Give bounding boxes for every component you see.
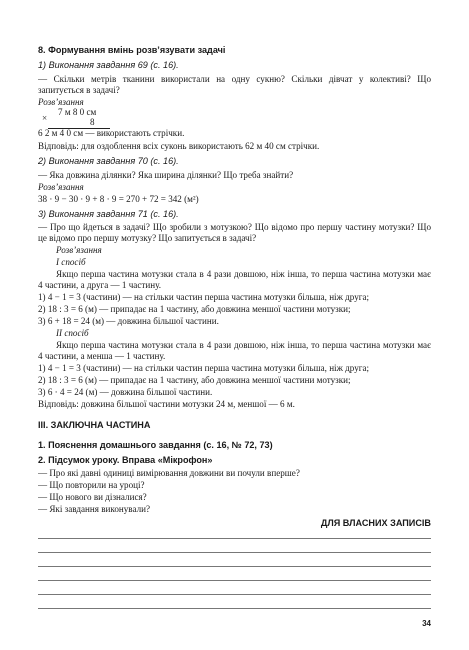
homework-heading: 1. Пояснення домашнього завдання (с. 16, № 72, 73): [38, 440, 273, 450]
notes-line: [38, 552, 431, 553]
notes-line: [38, 594, 431, 595]
method-label-1: I спосіб: [56, 257, 86, 267]
page-number: 34: [422, 619, 431, 628]
text-line: запитується в задачі?: [38, 85, 120, 95]
answer-69: Відповідь: для оздоблення всіх суконь використають 62 м 40 см стрічки.: [38, 141, 320, 151]
text-line: Якщо перша частина мотузки стала в 4 рази довшою, ніж інша, то перша частина мотузки має: [56, 269, 431, 279]
task-heading-69: 1) Виконання завдання 69 (с. 16).: [38, 60, 179, 70]
step-3: 3) 6 + 18 = 24 (м) — довжина більшої частини.: [38, 316, 219, 326]
task-heading-71: 3) Виконання завдання 71 (с. 16).: [38, 209, 179, 219]
text-line: — Скільки метрів тканини використали на одну сукню? Скільки дівчат у колективі? Що: [38, 74, 431, 84]
text-line: Якщо перша частина мотузки стала в 4 рази довшою, ніж інша, то перша частина мотузки має: [56, 340, 431, 350]
multiplication-sign: ×: [42, 113, 48, 123]
expression-70: 38 · 9 − 30 · 9 + 8 · 9 = 270 + 72 = 342 (м²): [38, 194, 199, 204]
question-line: — Що нового ви дізналися?: [38, 492, 147, 502]
question-line: — Про які давні одиниці вимірювання довжини ви почули вперше?: [38, 468, 300, 478]
step-2: 2) 18 : 3 = 6 (м) — припадає на 1 частину, або довжина меншої частини мотузки;: [38, 375, 351, 385]
section-heading-iii: III. ЗАКЛЮЧНА ЧАСТИНА: [38, 420, 151, 430]
multiplication-multiplicand: 7 м 8 0 см: [58, 107, 97, 117]
notes-line: [38, 566, 431, 567]
text-line: це відомо про першу мотузку? Що запитується в задачі?: [38, 233, 257, 243]
text-line: 4 частини, а менша — 1 частину.: [38, 351, 166, 361]
solution-label: Розв’язання: [38, 182, 84, 192]
task-heading-70: 2) Виконання завдання 70 (с. 16).: [38, 156, 179, 166]
solution-label: Розв’язання: [56, 245, 102, 255]
section-heading-8: 8. Формування вмінь розв’язувати задачі: [38, 45, 226, 55]
text-line: — Про що йдеться в задачі? Що зробили з мотузкою? Що відомо про першу частину мотузки? Що: [38, 222, 431, 232]
answer-71: Відповідь: довжина більшої частини мотузки 24 м, меншої — 6 м.: [38, 399, 295, 409]
step-3: 3) 6 · 4 = 24 (м) — довжина більшої частини.: [38, 387, 213, 397]
text-line: — Яка довжина ділянки? Яка ширина ділянки? Що треба знайти?: [38, 170, 294, 180]
question-line: — Що повторили на уроці?: [38, 480, 145, 490]
notes-line: [38, 580, 431, 581]
method-label-2: II спосіб: [56, 328, 89, 338]
solution-label: Розв’язання: [38, 97, 84, 107]
notes-line: [38, 608, 431, 609]
multiplication-result: 6 2 м 4 0 см — використають стрічки.: [38, 128, 185, 138]
multiplication-multiplier: 8: [90, 117, 95, 127]
step-1: 1) 4 − 1 = 3 (частини) — на стільки частин перша частина мотузки більша, ніж друга;: [38, 292, 370, 302]
question-line: — Які завдання виконували?: [38, 504, 151, 514]
notes-heading: ДЛЯ ВЛАСНИХ ЗАПИСІВ: [320, 518, 431, 528]
notes-line: [38, 538, 431, 539]
summary-heading: 2. Підсумок уроку. Вправа «Мікрофон»: [38, 455, 213, 465]
step-2: 2) 18 : 3 = 6 (м) — припадає на 1 частину, або довжина меншої частини мотузки;: [38, 304, 351, 314]
step-1: 1) 4 − 1 = 3 (частини) — на стільки частин перша частина мотузки більша, ніж друга;: [38, 363, 370, 373]
text-line: 4 частини, а друга — 1 частину.: [38, 280, 161, 290]
